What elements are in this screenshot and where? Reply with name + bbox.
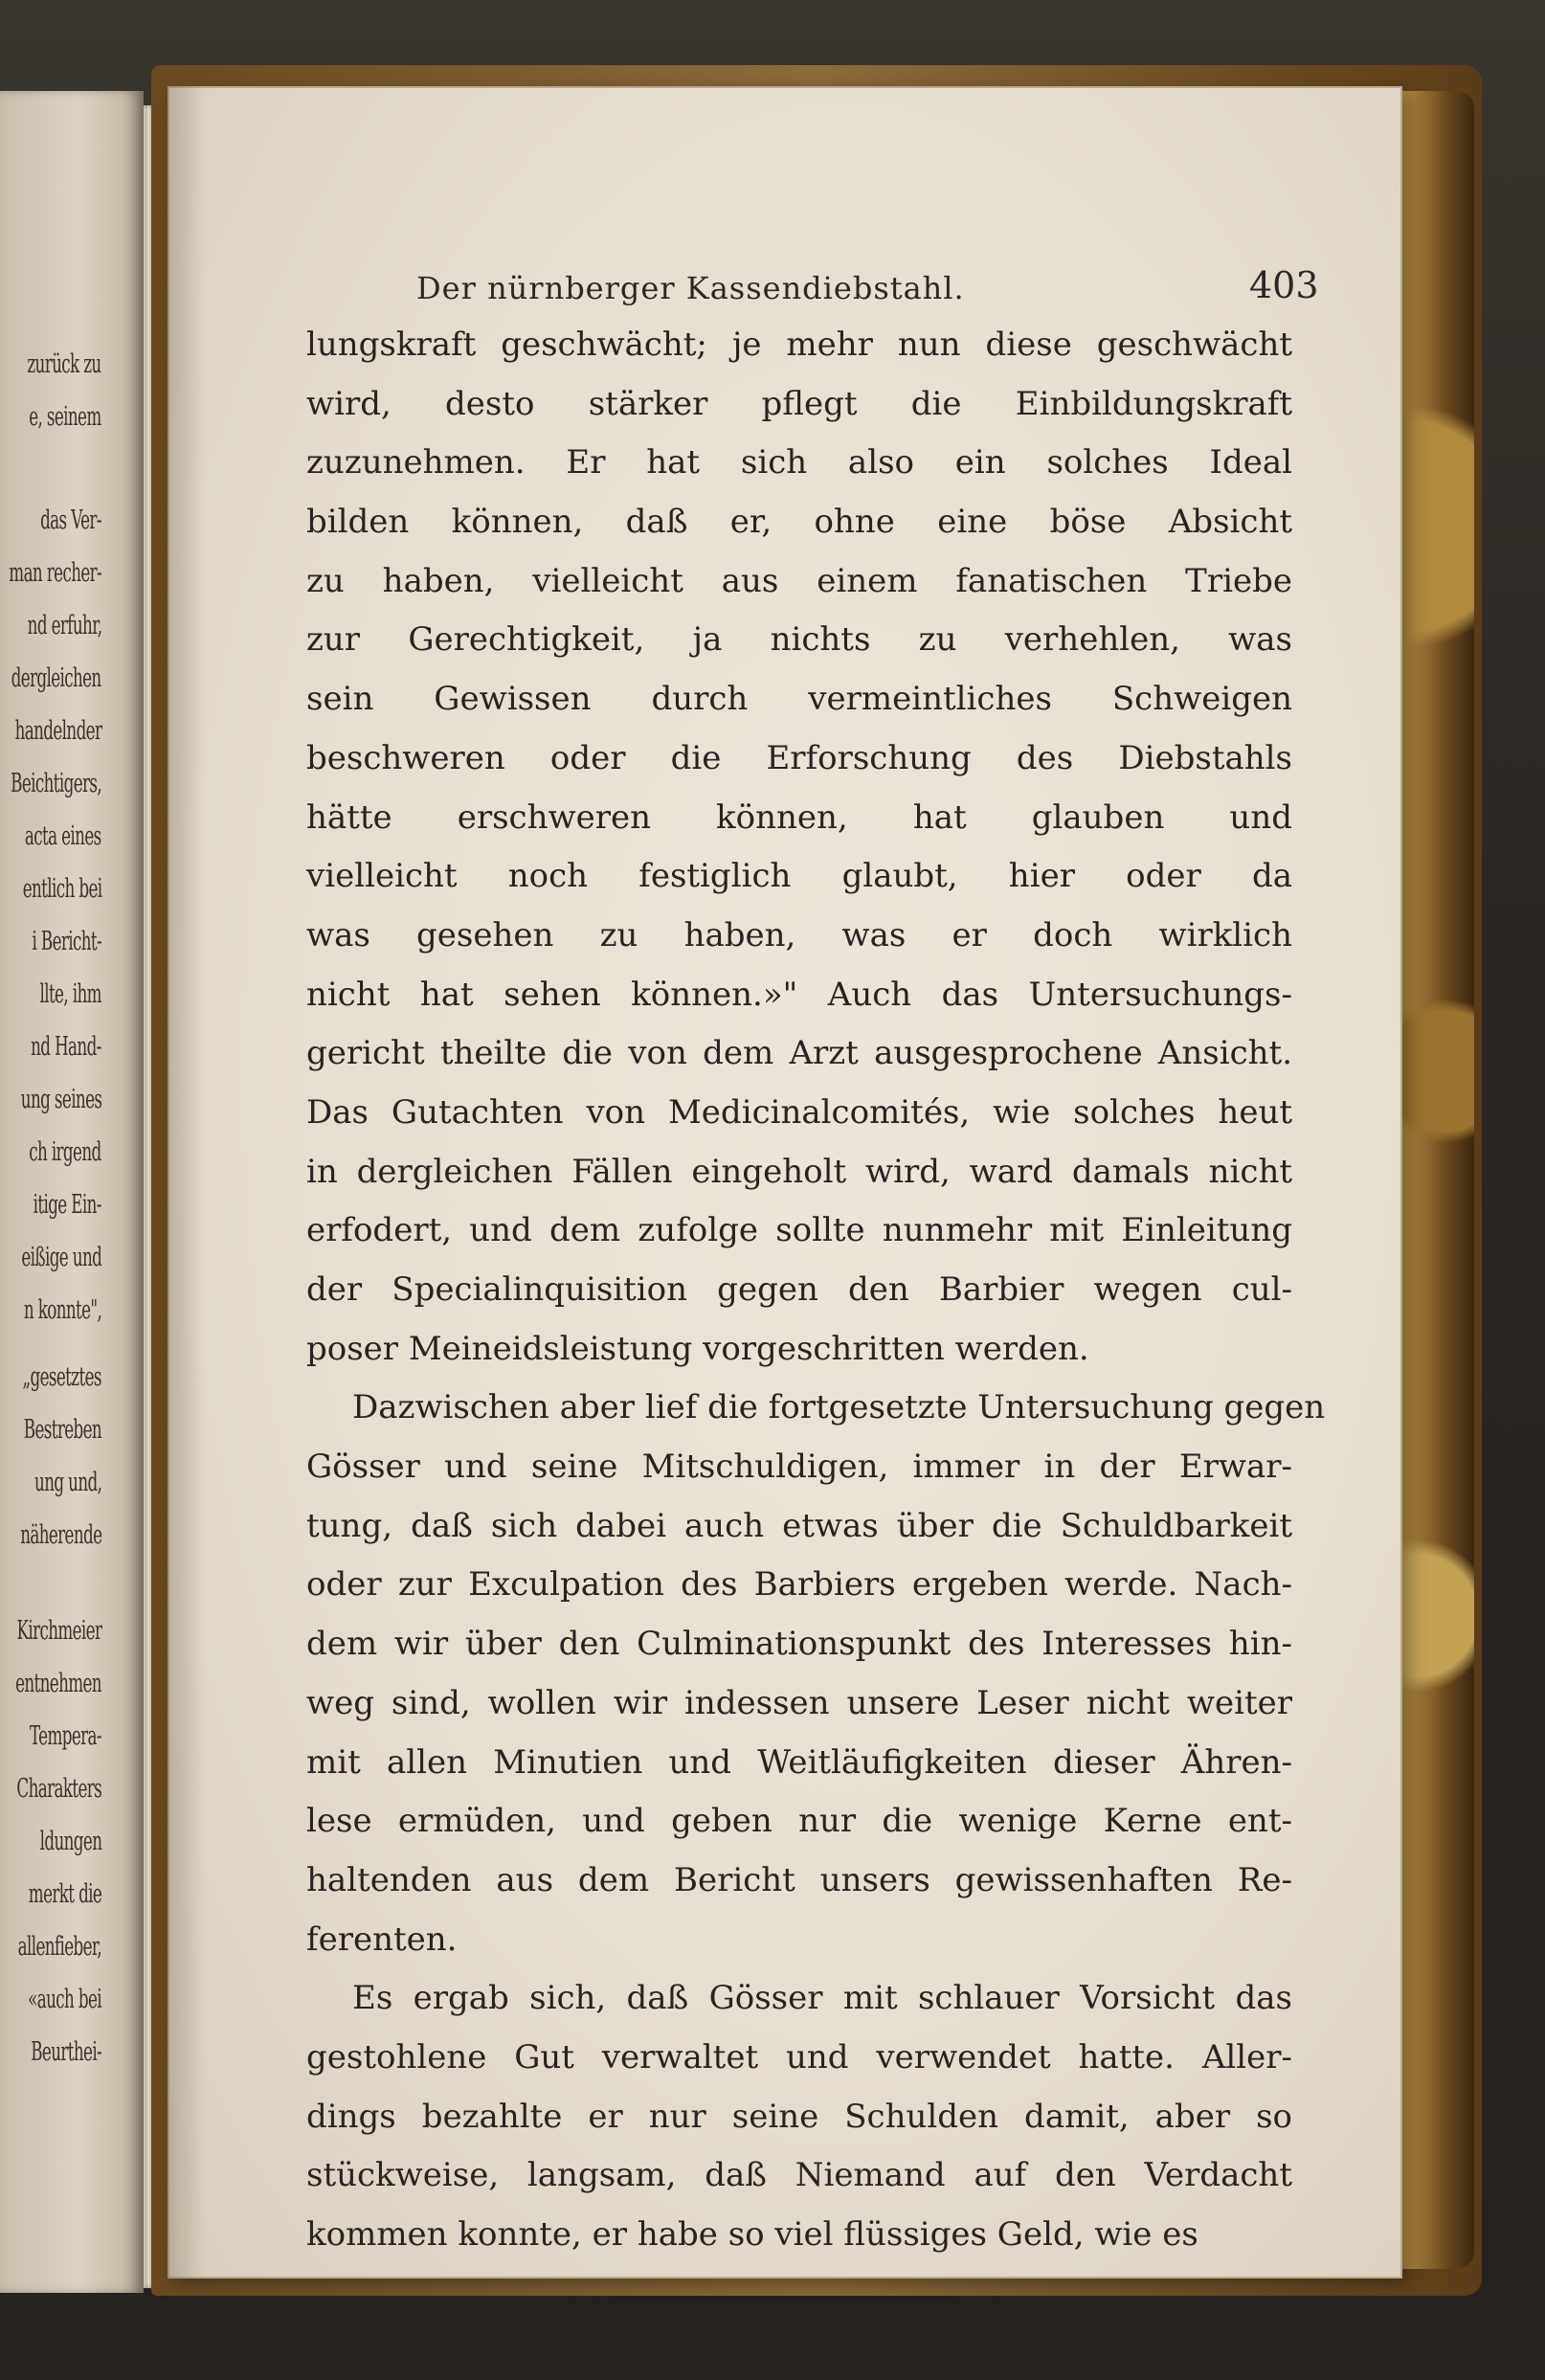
text-line: hätte erschweren können, hat glauben und [306, 797, 1292, 837]
gutter-shadow [168, 86, 206, 2279]
previous-page-fragment: «auch bei [28, 1985, 101, 2014]
text-line: Dazwischen aber lief die fortgesetzte Untersuchung gegen [352, 1388, 1326, 1427]
previous-page-fragment: itige Ein- [33, 1190, 101, 1220]
previous-page-fragment: dergleichen [11, 663, 101, 693]
previous-page-fragment: Kirchmeier [16, 1616, 101, 1646]
text-line: in dergleichen Fällen eingeholt wird, ward damals nicht [306, 1152, 1292, 1191]
text-line: lungskraft geschwächt; je mehr nun diese geschwächt [306, 326, 1292, 364]
text-line: oder zur Exculpation des Barbiers ergeben werde. Nach- [306, 1565, 1292, 1605]
previous-page-fragment: eißige und [21, 1243, 101, 1272]
previous-page-fragment: ldungen [39, 1827, 101, 1856]
text-line: ferenten. [306, 1920, 458, 1959]
text-line: tung, daß sich dabei auch etwas über die Schuldbarkeit [306, 1506, 1292, 1545]
text-line: zur Gerechtigkeit, ja nichts zu verhehlen, was [306, 620, 1292, 660]
text-line: mit allen Minutien und Weitläufigkeiten dieser Ähren- [306, 1742, 1292, 1782]
text-line: stückweise, langsam, daß Niemand auf den Verdacht [306, 2156, 1292, 2195]
text-line: poser Meineidsleistung vorgeschritten werden. [306, 1329, 1089, 1368]
text-line: wird, desto stärker pflegt die Einbildungskraft [306, 384, 1292, 423]
text-line: kommen konnte, er habe so viel flüssiges Geld, wie es [306, 2215, 1198, 2254]
previous-page-fragment: entlich bei [22, 874, 101, 904]
text-line: Gösser und seine Mitschuldigen, immer in der Erwar- [306, 1448, 1292, 1487]
text-line: dings bezahlte er nur seine Schulden damit, aber so [306, 2097, 1292, 2136]
text-line: zuzunehmen. Er hat sich also ein solches Ideal [306, 443, 1292, 483]
previous-page-fragment: acta eines [25, 821, 101, 851]
previous-page-fragment: Tempera- [30, 1721, 101, 1751]
text-line: was gesehen zu haben, was er doch wirklich [306, 915, 1292, 954]
previous-page-fragment: ung und, [34, 1468, 101, 1497]
text-line: erfodert, und dem zufolge sollte nunmehr mit Einleitung [306, 1211, 1292, 1250]
text-line: haltenden aus dem Bericht unsers gewissenhaften Re- [306, 1860, 1292, 1899]
text-line: gestohlene Gut verwaltet und verwendet hatte. Aller- [306, 2037, 1292, 2077]
book-page [168, 86, 1402, 2279]
previous-page-fragment: „gesetztes [22, 1362, 101, 1392]
previous-page-fragment: das Ver- [40, 505, 101, 535]
previous-page-fragment: handelnder [14, 716, 101, 746]
previous-page-fragment: zurück zu [27, 349, 101, 379]
text-line: beschweren oder die Erforschung des Diebstahls [306, 738, 1292, 777]
running-head-title: Der nürnberger Kassendiebstahl. [416, 270, 965, 306]
text-line: vielleicht noch festiglich glaubt, hier oder da [306, 857, 1292, 896]
text-line: nicht hat sehen können.»" Auch das Untersuchungs- [306, 975, 1292, 1014]
page-number: 403 [1249, 264, 1319, 306]
previous-page-fragment: Beurthei- [31, 2037, 101, 2067]
previous-page-fragment: nd Hand- [31, 1032, 101, 1062]
previous-page-fragment: merkt die [28, 1879, 101, 1909]
previous-page-fragment: Charakters [16, 1774, 101, 1804]
previous-page-fragment: i Bericht- [32, 927, 101, 956]
previous-page [0, 91, 144, 2293]
previous-page-fragment: llte, ihm [39, 979, 101, 1009]
text-line: lese ermüden, und geben nur die wenige Kerne ent- [306, 1802, 1292, 1841]
text-line: bilden können, daß er, ohne eine böse Absicht [306, 503, 1292, 542]
text-line: der Specialinquisition gegen den Barbier wegen cul- [306, 1270, 1292, 1309]
previous-page-fragment: näherende [19, 1520, 101, 1550]
text-line: gericht theilte die von dem Arzt ausgesprochene Ansicht. [306, 1034, 1292, 1073]
text-line: zu haben, vielleicht aus einem fanatischen Triebe [306, 561, 1292, 600]
previous-page-fragment: ch irgend [29, 1137, 101, 1167]
previous-page-fragment: ung seines [20, 1085, 101, 1114]
text-line: weg sind, wollen wir indessen unsere Leser nicht weiter [306, 1683, 1292, 1722]
text-line: Es ergab sich, daß Gösser mit schlauer Vorsicht das [352, 1979, 1292, 2018]
previous-page-fragment: nd erfuhr, [27, 611, 101, 640]
previous-page-fragment: man recher- [9, 558, 101, 588]
previous-page-fragment: Bestreben [23, 1415, 101, 1445]
previous-page-fragment: Beichtigers, [11, 769, 101, 798]
text-line: Das Gutachten von Medicinalcomités, wie solches heut [306, 1092, 1292, 1132]
running-head [168, 264, 1402, 318]
text-line: dem wir über den Culminationspunkt des Interesses hin- [306, 1625, 1292, 1664]
previous-page-fragment: allenfieber, [17, 1932, 101, 1962]
text-line: sein Gewissen durch vermeintliches Schweigen [306, 680, 1292, 719]
body-text [306, 316, 1326, 2265]
previous-page-fragment: e, seinem [29, 402, 101, 432]
previous-page-fragment: n konnte", [23, 1295, 101, 1325]
previous-page-fragment: entnehmen [15, 1669, 101, 1698]
